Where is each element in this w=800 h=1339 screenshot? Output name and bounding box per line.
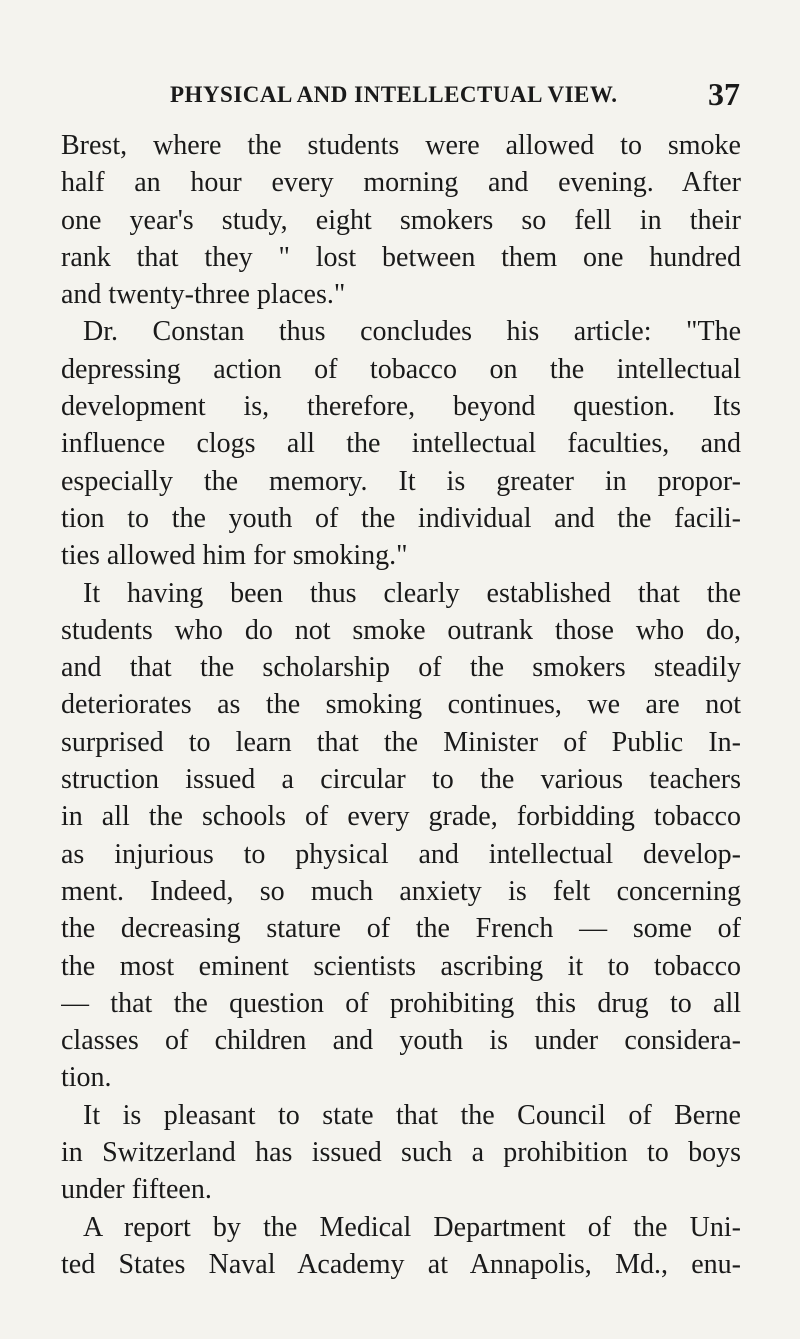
text-line: Dr. Constan thus concludes his article: "The (83, 316, 741, 348)
text-line: rank that they " lost between them one hundred (61, 241, 741, 273)
text-line: deteriorates as the smoking continues, we are not (61, 689, 741, 721)
text-line: and twenty-three places." (61, 279, 346, 311)
text-line: especially the memory. It is greater in propor- (61, 465, 741, 497)
text-line: development is, therefore, beyond question. Its (61, 391, 741, 423)
text-line: It having been thus clearly established that the (83, 577, 741, 609)
text-line: ties allowed him for smoking." (61, 540, 408, 572)
text-line: It is pleasant to state that the Council of Berne (83, 1099, 741, 1131)
text-line: the decreasing stature of the French — some of (61, 913, 741, 945)
text-line: in all the schools of every grade, forbidding tobacco (61, 801, 741, 833)
text-line: as injurious to physical and intellectual develop- (61, 838, 741, 870)
text-line: tion to the youth of the individual and the facili- (61, 502, 741, 534)
text-line: ment. Indeed, so much anxiety is felt concerning (61, 875, 741, 907)
text-line: one year's study, eight smokers so fell in their (61, 204, 741, 236)
text-line: Brest, where the students were allowed to smoke (61, 130, 741, 161)
text-line: — that the question of prohibiting this drug to all (61, 987, 741, 1019)
text-line: classes of children and youth is under considera- (61, 1025, 741, 1057)
page-number: 37 (708, 76, 740, 112)
body-text (61, 127, 741, 1283)
text-line: surprised to learn that the Minister of Public In- (61, 726, 741, 758)
running-title: PHYSICAL AND INTELLECTUAL VIEW. (170, 82, 618, 107)
text-line: depressing action of tobacco on the intellectual (61, 353, 741, 385)
text-line: in Switzerland has issued such a prohibition to boys (61, 1137, 741, 1169)
text-line: under fifteen. (61, 1174, 212, 1206)
text-line: influence clogs all the intellectual faculties, and (61, 428, 741, 460)
text-line: and that the scholarship of the smokers steadily (61, 652, 741, 684)
text-line: tion. (61, 1062, 112, 1094)
running-head (170, 76, 740, 116)
text-line: A report by the Medical Department of the Uni- (83, 1211, 741, 1243)
text-line: students who do not smoke outrank those who do, (61, 614, 741, 646)
text-line: the most eminent scientists ascribing it to tobacco (61, 950, 741, 982)
text-line: struction issued a circular to the various teachers (61, 764, 741, 796)
text-line: half an hour every morning and evening. After (61, 167, 741, 199)
text-line: ted States Naval Academy at Annapolis, Md., enu- (61, 1248, 741, 1280)
